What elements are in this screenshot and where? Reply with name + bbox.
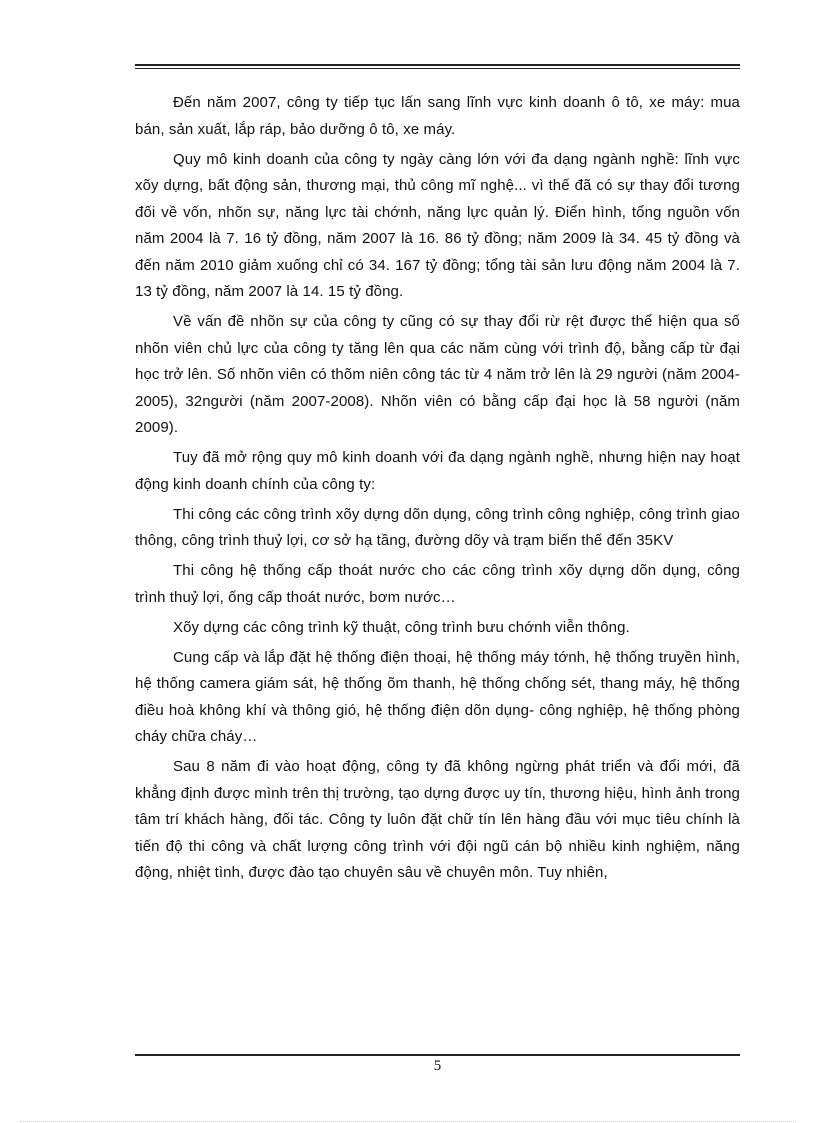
paragraph-9: Sau 8 năm đi vào hoạt động, công ty đã không ngừng phát triển và đổi mới, đã khẳng định được mình trên thị trường, tạo dựng được uy tín, thương hiệu, hình ảnh trong tâm trí khách hàng, đối tác. Công ty luôn đặt chữ tín lên hàng đầu với mục tiêu chính là tiến độ thi công và chất lượng công trình với đội ngũ cán bộ nhiều kinh nghiệm, năng động, nhiệt tình, được đào tạo chuyên sâu về chuyên môn. Tuy nhiên, [135,758,740,881]
header-double-rule [135,64,740,69]
paragraph-7: Xõy dựng các công trình kỹ thuật, công trình bưu chớnh viễn thông. [173,618,630,636]
paragraph-1: Đến năm 2007, công ty tiếp tục lấn sang lĩnh vực kinh doanh ô tô, xe máy: mua bán, sản xuất, lắp ráp, bảo dưỡng ô tô, xe máy. [135,94,740,138]
page-edge-divider [20,1121,796,1122]
paragraph-2: Quy mô kinh doanh của công ty ngày càng lớn với đa dạng ngành nghề: lĩnh vực xõy dựng, bất động sản, thương mại, thủ công mĩ nghệ... vì thế đã có sự thay đổi tương đối về vốn, nhõn sự, năng lực tài chớnh, năng lực quản lý. Điển hình, tổng nguồn vốn năm 2004 là 7. 16 tỷ đồng, năm 2007 là 16. 86 tỷ đồng; năm 2009 là 34. 45 tỷ đồng và đến năm 2010 giảm xuống chỉ có 34. 167 tỷ đồng; tổng tài sản lưu động năm 2004 là 7. 13 tỷ đồng, năm 2007 là 14. 15 tỷ đồng. [135,150,740,300]
paragraph-6: Thi công hệ thống cấp thoát nước cho các công trình xõy dựng dõn dụng, công trình thuỷ lợi, ống cấp thoát nước, bơm nước… [135,562,740,606]
paragraph-8: Cung cấp và lắp đặt hệ thống điện thoại, hệ thống máy tớnh, hệ thống truyền hình, hệ thống camera giám sát, hệ thống õm thanh, hệ thống chống sét, thang máy, hệ thống điều hoà không khí và thông gió, hệ thống điện dõn dụng- công nghiệp, hệ thống phòng cháy chữa cháy… [135,648,740,745]
body-text [135,90,740,890]
paragraph-3: Về vấn đề nhõn sự của công ty cũng có sự thay đổi rừ rệt được thể hiện qua số nhõn viên chủ lực của công ty tăng lên qua các năm cùng với trình độ, bằng cấp từ đại học trở lên. Số nhõn viên có thõm niên công tác từ 4 năm trở lên là 29 người (năm 2004-2005), 32người (năm 2007-2008). Nhõn viên có bằng cấp đại học là 58 người (năm 2009). [135,313,740,436]
paragraph-4: Tuy đã mở rộng quy mô kinh doanh với đa dạng ngành nghề, nhưng hiện nay hoạt động kinh doanh chính của công ty: [135,449,740,493]
footer-rule [135,1054,740,1056]
page-number: 5 [433,1058,442,1074]
paragraph-5: Thi công các công trình xõy dựng dõn dụng, công trình công nghiệp, công trình giao thông, công trình thuỷ lợi, cơ sở hạ tầng, đường dõy và trạm biến thế đến 35KV [135,505,740,549]
